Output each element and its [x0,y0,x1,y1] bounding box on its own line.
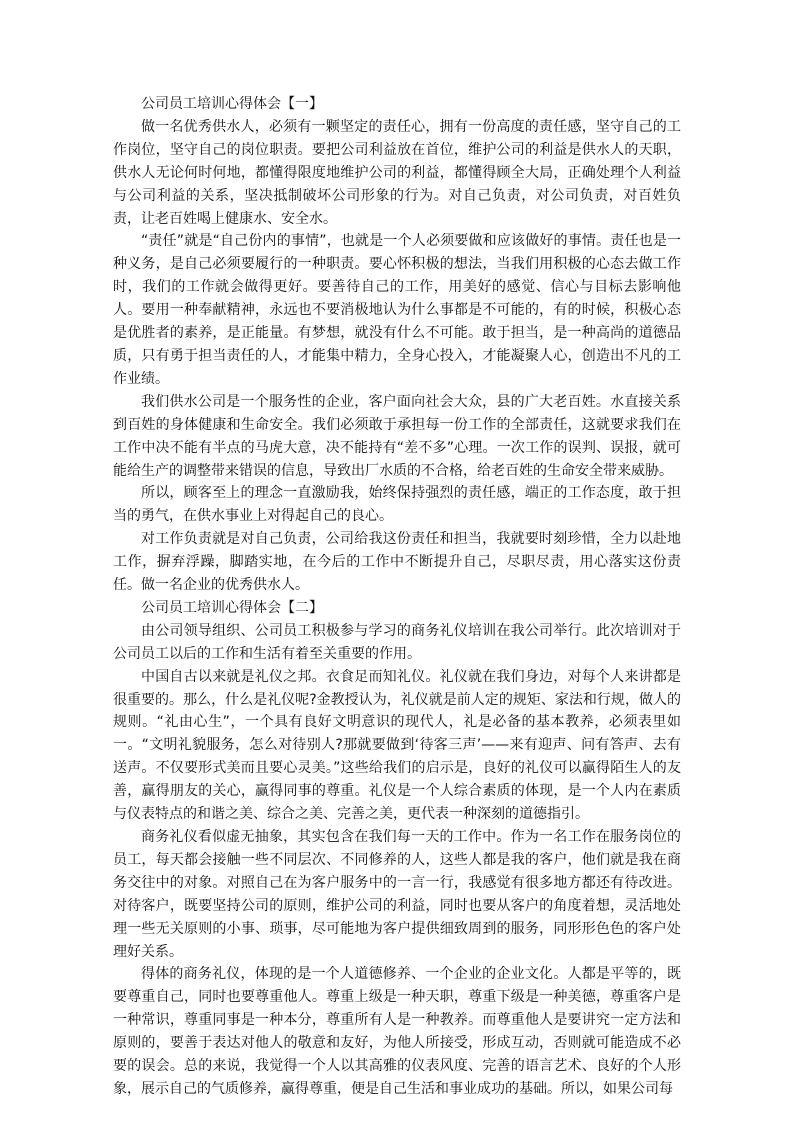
document-page [113,93,681,1101]
section-1-paragraph-4: 所以，顾客至上的理念一直激励我，始终保持强烈的责任感，端正的工作态度，敢于担当的勇气，在供水事业上对得起自己的良心。 [113,485,681,525]
section-2-paragraph-4: 得体的商务礼仪，体现的是一个人道德修养、一个企业的企业文化。人都是平等的，既要尊重自己，同时也要尊重他人。尊重上级是一种天职，尊重下级是一种美德，尊重客户是一种常识，尊重同事是一种本分，尊重所有人是一种教养。而尊重他人是要讲究一定方法和原则的，要善于表达对他人的敬意和友好，为他人所接受，形成互动，否则就可能造成不必要的误会。总的来说，我觉得一个人以其高雅的仪表风度、完善的语言艺术、良好的个人形象，展示自己的气质修养，赢得尊重，便是自己生活和事业成功的基础。所以，如果公司每 [113,966,681,1097]
section-2-paragraph-1: 由公司领导组织、公司员工积极参与学习的商务礼仪培训在我公司举行。此次培训对于公司员工以后的工作和生活有着至关重要的作用。 [113,622,681,662]
section-2-paragraph-3: 商务礼仪看似虚无抽象，其实包含在我们每一天的工作中。作为一名工作在服务岗位的员工，每天都会接触一些不同层次、不同修养的人，这些人都是我的客户，他们就是我在商务交往中的对象。对照自己在为客户服务中的一言一行，我感觉有很多地方都还有待改进。对待客户，既要坚持公司的原则，维护公司的利益，同时也要从客户的角度着想，灵活地处理一些无关原则的小事、琐事，尽可能地为客户提供细致周到的服务，同形形色色的客户处理好关系。 [113,829,681,960]
section-2-title: 公司员工培训心得体会【二】 [141,599,323,616]
section-1-title: 公司员工培训心得体会【一】 [141,96,323,112]
section-1-paragraph-1: 做一名优秀供水人，必须有一颗坚定的责任心，拥有一份高度的责任感，坚守自己的工作岗位，坚守自己的岗位职责。要把公司利益放在首位，维护公司的利益是供水人的天职，供水人无论何时何地，都懂得限度地维护公司的利益，都懂得顾全大局，正确处理个人利益与公司利益的关系，坚决抵制破坏公司形象的行为。对自己负责，对公司负责，对百姓负责，让老百姓喝上健康水、安全水。 [113,118,681,227]
section-1-paragraph-2: “责任”就是“自己份内的事情”，也就是一个人必须要做和应该做好的事情。责任也是一种义务，是自己必须要履行的一种职责。要心怀积极的想法，当我们用积极的心态去做工作时，我们的工作就会做得更好。要善待自己的工作，用美好的感觉、信心与目标去影响他人。要用一种奉献精神，永远也不要消极地认为什么事都是不可能的，有的时候，积极心态是优胜者的素养，是正能量。有梦想，就没有什么不可能。敢于担当，是一种高尚的道德品质，只有勇于担当责任的人，才能集中精力，全身心投入，才能凝聚人心，创造出不凡的工作业绩。 [113,233,681,387]
section-1-paragraph-5: 对工作负责就是对自己负责，公司给我这份责任和担当，我就要时刻珍惜，全力以赴地工作，摒弃浮躁，脚踏实地，在今后的工作中不断提升自己，尽职尽责，用心落实这份责任。做一名企业的优秀供水人。 [113,531,681,594]
section-1-paragraph-3: 我们供水公司是一个服务性的企业，客户面向社会大众，县的广大老百姓。水直接关系到百姓的身体健康和生命安全。我们必须敢于承担每一份工作的全部责任，这就要求我们在工作中决不能有半点的马虎大意，决不能持有“差不多”心理。一次工作的误判、误报，就可能给生产的调整带来错误的信息，导致出厂水质的不合格，给老百姓的生命安全带来威胁。 [113,393,681,479]
section-2-paragraph-2: 中国自古以来就是礼仪之邦。衣食足而知礼仪。礼仪就在我们身边，对每个人来讲都是很重要的。那么，什么是礼仪呢?金教授认为，礼仪就是前人定的规矩、家法和行规，做人的规则。“礼由心生”，一个具有良好文明意识的现代人，礼是必备的基本教养，必须表里如一。“文明礼貌服务，怎么对待别人?那就要做到‘待客三声’——来有迎声、问有答声、去有送声。不仅要形式美而且要心灵美。”这些给我们的启示是，良好的礼仪可以赢得陌生人的友善，赢得朋友的关心，赢得同事的尊重。礼仪是一个人综合素质的体现，是一个人内在素质与仪表特点的和谐之美、综合之美、完善之美，更代表一种深刻的道德指引。 [113,668,681,823]
